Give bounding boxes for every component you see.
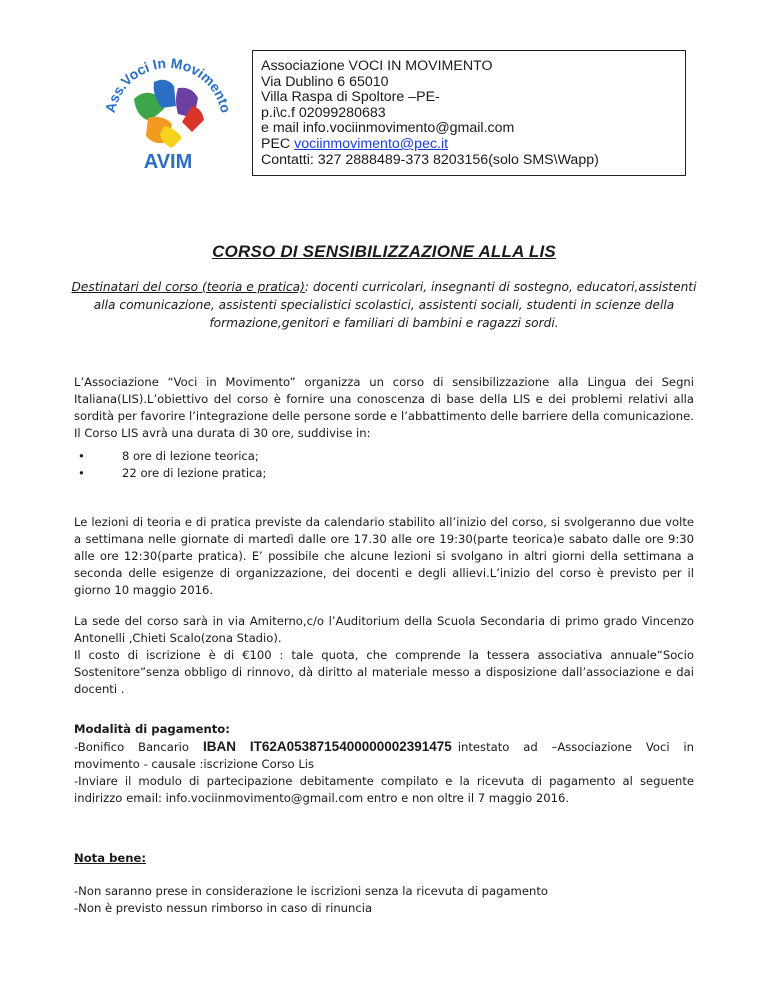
pec-link[interactable]: vociinmovimento@pec.it [294,135,449,152]
street: Via Dublino 6 65010 [261,73,389,90]
hands-icon [134,80,204,148]
note-item: -Non è previsto nessun rimborso in caso di rinuncia [74,901,373,915]
notes-section [74,850,694,917]
contacts: Contatti: 327 2888489-373 8203156(solo SMS\Wapp) [261,151,599,168]
org-name: Associazione VOCI IN MOVIMENTO [261,58,493,74]
payment-heading: Modalità di pagamento: [74,722,230,736]
email: e mail info.vociinmovimento@gmail.com [261,120,515,137]
venue-paragraph: La sede del corso sarà in via Amiterno,c/o l’Auditorium della Scuola Secondaria di primo grado Vincenzo Antonelli ,Chieti Scalo(zona Stadio). [74,614,694,645]
bank-transfer-line [74,738,694,773]
duration-line: Il Corso LIS avrà una durata di 30 ore, suddivise in: [74,426,371,440]
notes-heading: Nota bene: [74,851,146,865]
recipients-label: Destinatari del corso (teoria e pratica) [71,280,305,294]
payment-section [74,721,694,807]
logo-ring-text: Ass.Voci In Movimento [101,54,235,115]
bank-suffix: intestato ad –Associazione Voci in movimento - causale :iscrizione Corso Lis [74,740,694,771]
iban: IBAN IT62A0538715400000002391475 [202,739,452,754]
logo-acronym: AVIM [143,151,193,173]
send-instructions: -Inviare il modulo di partecipazione debitamente compilato e la ricevuta di pagamento al seguente indirizzo email: info.vociinmovimento@gmail.com entro e non oltre il 7 maggio 2016. [74,774,694,805]
note-item: -Non saranno prese in considerazione le iscrizioni senza la ricevuta di pagamento [74,884,548,898]
list-item: • 22 ore di lezione pratica; [74,465,694,482]
city: Villa Raspa di Spoltore –PE- [261,89,440,106]
pec-line [261,137,677,153]
schedule-paragraph: Le lezioni di teoria e di pratica previste da calendario stabilito all’inizio del corso, si svolgeranno due volte a settimana nelle giornate di martedì dalle ore 17.30 alle ore 19:30(parte teorica)e sabato dalle ore 9:30 alle ore 12:30(parte pratica). E’ possibile che alcune lezioni si svolgano in altri giorni della settimana a seconda delle esigenze di organizzazione, dei docenti e degli allievi.L’inizio del corso è previsto per il giorno 10 maggio 2016. [74,515,694,597]
venue-section [74,613,694,698]
recipients-text: : docenti curricolari, insegnanti di sostegno, educatori,assistenti alla comunicazione, assistenti specialistici scolastici, assistenti sociali, studenti in scienze della formazione,genitori e familiari di bambini e ragazzi sordi. [93,280,697,330]
pec-label: PEC [261,135,295,152]
hours-list [74,448,694,482]
avim-logo [94,44,242,174]
recipients [60,278,708,332]
bank-prefix: -Bonifico Bancario [74,740,189,754]
vat: p.i\c.f 02099280683 [261,104,386,121]
intro-paragraph: L’Associazione “Voci in Movimento” organizza un corso di sensibilizzazione alla Lingua dei Segni Italiana(LIS).L’obiettivo del corso è fornire una conoscenza di base della LIS e dei problemi relativi alla sordità per favorire l’integrazione delle persone sorde e l’abbattimento delle barriere della comunicazione. [74,375,694,423]
cost-paragraph: Il costo di iscrizione è di €100 : tale quota, che comprende la tessera associativa annuale“Socio Sostenitore”senza obbligo di rinnovo, dà diritto al materiale messo a disposizione dall’associazione e dai docenti . [74,648,694,696]
address-box [252,50,686,176]
schedule-section [74,514,694,599]
page-title: CORSO DI SENSIBILIZZAZIONE ALLA LIS [212,242,556,261]
list-item: • 8 ore di lezione teorica; [74,448,694,465]
intro-section [74,374,694,482]
